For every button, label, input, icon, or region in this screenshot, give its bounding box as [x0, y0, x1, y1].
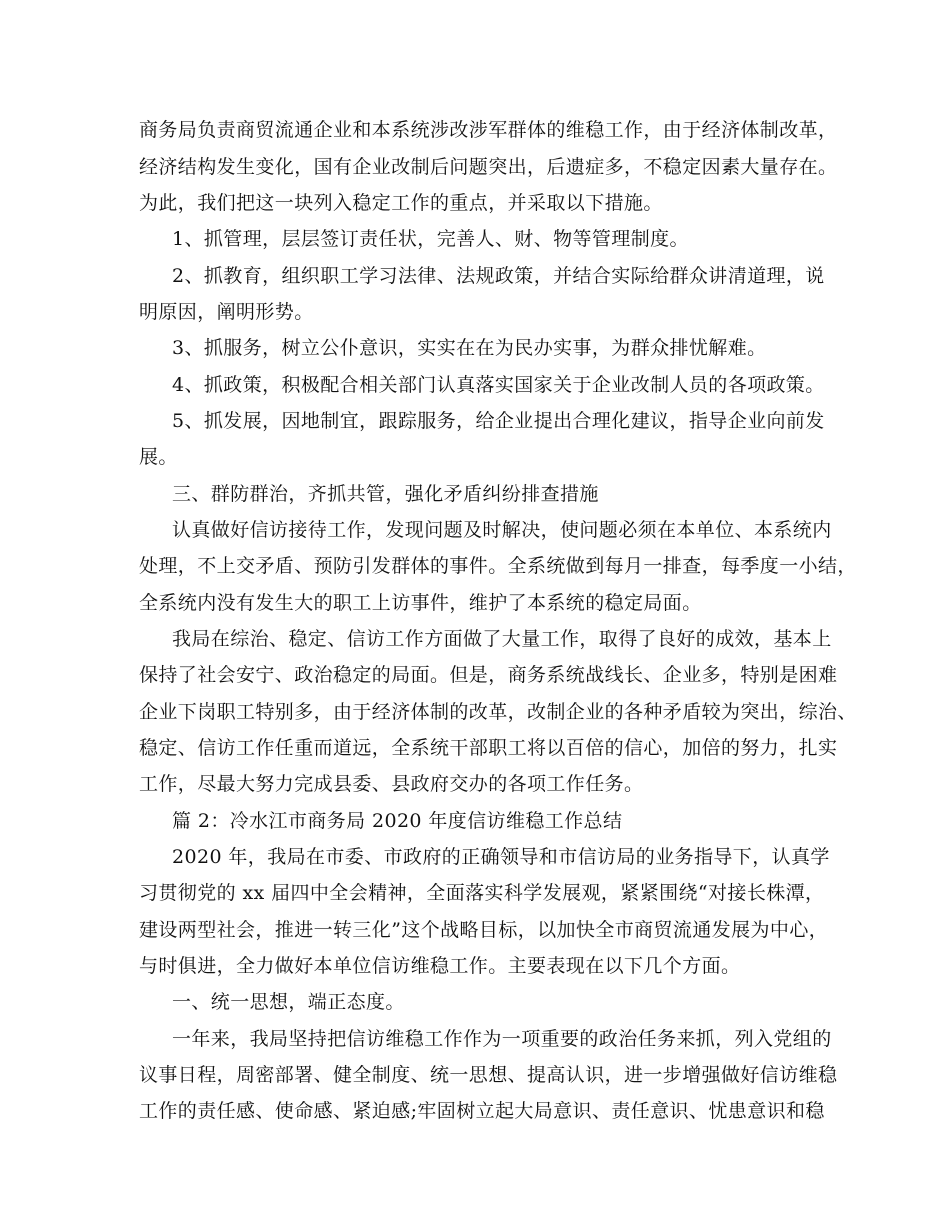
section-heading: 一、统一思想，端正态度。 — [172, 991, 405, 1013]
text-line: 4、抓政策，积极配合相关部门认真落实国家关于企业改制人员的各项政策。 — [172, 374, 825, 396]
text-line: 3、抓服务，树立公仆意识，实实在在为民办实事，为群众排忧解难。 — [172, 337, 767, 359]
text-line: 保持了社会安宁、政治稳定的局面。但是，商务系统战线长、企业多，特别是困难 — [139, 664, 838, 686]
text-line: 全系统内没有发生大的职工上访事件，维护了本系统的稳定局面。 — [139, 592, 702, 614]
text-line: 处理，不上交矛盾、预防引发群体的事件。全系统做到每月一排查，每季度一小结， — [139, 555, 857, 577]
text-line: 2020 年，我局在市委、市政府的正确领导和市信访局的业务指导下，认真学 — [172, 846, 830, 868]
text-line: 认真做好信访接待工作，发现问题及时解决，使问题必须在本单位、本系统内 — [172, 519, 832, 541]
article-title: 篇 2：冷水江市商务局 2020 年度信访维稳工作总结 — [172, 810, 623, 832]
text-line: 展。 — [139, 446, 178, 468]
text-line: 商务局负责商贸流通企业和本系统涉改涉军群体的维稳工作，由于经济体制改革， — [139, 119, 838, 141]
text-line: 工作，尽最大努力完成县委、县政府交办的各项工作任务。 — [139, 773, 644, 795]
text-line: 议事日程，周密部署、健全制度、统一思想、提高认识，进一步增强做好信访维稳 — [139, 1064, 838, 1086]
section-heading: 三、群防群治，齐抓共管，强化矛盾纠纷排查措施 — [172, 483, 599, 505]
text-line: 习贯彻党的 xx 届四中全会精神，全面落实科学发展观，紧紧围绕“对接长株潭， — [139, 882, 825, 904]
text-line: 建设两型社会，推进一转三化”这个战略目标，以加快全市商贸流通发展为中心， — [139, 919, 829, 941]
text-line: 明原因，阐明形势。 — [139, 301, 314, 323]
text-line: 一年来，我局坚持把信访维稳工作作为一项重要的政治任务来抓，列入党组的 — [172, 1028, 832, 1050]
text-line: 经济结构发生变化，国有企业改制后问题突出，后遗症多，不稳定因素大量存在。 — [139, 156, 838, 178]
text-line: 我局在综治、稳定、信访工作方面做了大量工作，取得了良好的成效，基本上 — [172, 628, 832, 650]
text-line: 稳定、信访工作任重而道远，全系统干部职工将以百倍的信心，加倍的努力，扎实 — [139, 737, 838, 759]
text-line: 为此，我们把这一块列入稳定工作的重点，并采取以下措施。 — [139, 192, 663, 214]
text-line: 2、抓教育，组织职工学习法律、法规政策，并结合实际给群众讲清道理，说 — [172, 265, 825, 287]
text-line: 与时俱进，全力做好本单位信访维稳工作。主要表现在以下几个方面。 — [139, 955, 741, 977]
text-line: 5、抓发展，因地制宜，跟踪服务，给企业提出合理化建议，指导企业向前发 — [172, 410, 825, 432]
text-line: 工作的责任感、使命感、紧迫感;牢固树立起大局意识、责任意识、忧患意识和稳 — [139, 1100, 825, 1122]
text-line: 1、抓管理，层层签订责任状，完善人、财、物等管理制度。 — [172, 228, 689, 250]
text-line: 企业下岗职工特别多，由于经济体制的改革，改制企业的各种矛盾较为突出，综治、 — [139, 701, 857, 723]
